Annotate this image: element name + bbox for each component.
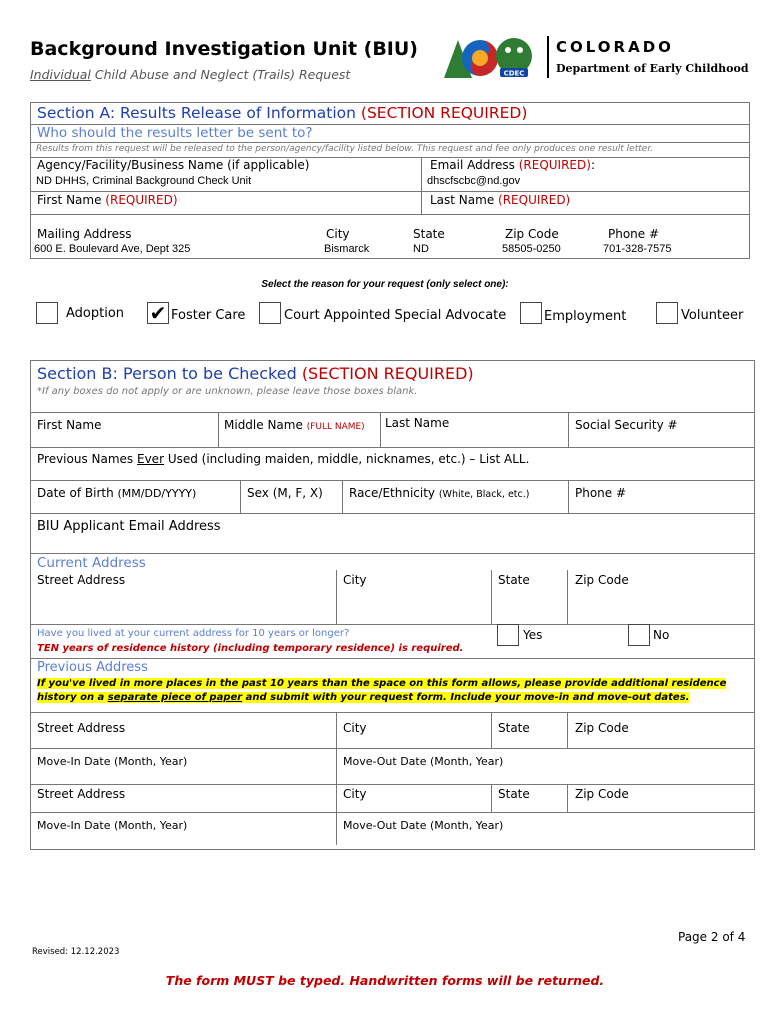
b-phone-label: Phone # [575, 486, 627, 500]
logo-colorado-text: COLORADO [556, 38, 674, 56]
colorado-logo-icon [440, 32, 548, 82]
form-title: Background Investigation Unit (BIU) [30, 38, 418, 60]
volunteer-label: Volunteer [681, 308, 744, 323]
adoption-checkbox[interactable] [36, 302, 58, 324]
prev2-street-label: Street Address [37, 787, 126, 801]
yes-checkbox[interactable] [497, 624, 519, 646]
prev1-move-in-label: Move-In Date (Month, Year) [37, 755, 188, 768]
prev1-move-out-label: Move-Out Date (Month, Year) [343, 755, 504, 768]
logo-divider [547, 36, 549, 78]
employment-label: Employment [544, 309, 627, 324]
prev1-state-label: State [498, 721, 530, 735]
b-last-name-label: Last Name [385, 416, 450, 430]
phone-value[interactable]: 701-328-7575 [603, 243, 672, 255]
casa-label: Court Appointed Special Advocate [284, 308, 507, 323]
mailing-label: Mailing Address [37, 227, 132, 241]
prev2-move-in-label: Move-In Date (Month, Year) [37, 819, 188, 832]
phone-label: Phone # [608, 227, 660, 241]
logo-badge-text: CDEC [503, 69, 525, 78]
sex-label: Sex (M, F, X) [247, 486, 323, 500]
logo-dept-text: Department of Early Childhood [556, 62, 749, 75]
last-name-label: Last Name (REQUIRED) [430, 193, 571, 207]
ten-years-required: TEN years of residence history (including temporary residence) is required. [37, 643, 464, 654]
cur-state-label: State [498, 573, 530, 587]
ten-years-question: Have you lived at your current address for 10 years or longer? [37, 628, 350, 639]
page-number: Page 2 of 4 [678, 930, 746, 944]
prev2-city-label: City [343, 787, 367, 801]
section-a-question: Who should the results letter be sent to? [37, 125, 313, 141]
agency-value[interactable]: ND DHHS, Criminal Background Check Unit [36, 175, 252, 187]
prev2-state-label: State [498, 787, 530, 801]
b-first-name-label: First Name [37, 418, 102, 432]
city-label: City [326, 227, 350, 241]
zip-label: Zip Code [505, 227, 559, 241]
section-b-note: *If any boxes do not apply or are unknown, please leave those boxes blank. [37, 386, 418, 397]
employment-checkbox[interactable] [520, 302, 542, 324]
b-ssn-label: Social Security # [575, 418, 678, 432]
applicant-email-label: BIU Applicant Email Address [37, 519, 221, 534]
reason-prompt: Select the reason for your request (only select one): [261, 279, 509, 290]
cur-zip-label: Zip Code [575, 573, 629, 587]
email-label: Email Address (REQUIRED): [430, 158, 595, 172]
prev1-street-label: Street Address [37, 721, 126, 735]
email-value[interactable]: dhscfscbc@nd.gov [427, 175, 521, 187]
section-b-box [30, 360, 755, 850]
section-a-note: Results from this request will be released to the person/agency/facility listed below. This request and fee only produces one result letter. [36, 144, 654, 154]
prev2-move-out-label: Move-Out Date (Month, Year) [343, 819, 504, 832]
race-label: Race/Ethnicity (White, Black, etc.) [349, 486, 530, 500]
previous-address-heading: Previous Address [37, 660, 148, 675]
previous-address-note: If you've lived in more places in the past 10 years than the space on this form allows, please provide additional residence history on a separate piece of paper and submit with your request form. Include your move-in and move-out dates. [37, 678, 727, 703]
typed-warning: The form MUST be typed. Handwritten forms will be returned. [165, 973, 605, 988]
state-value[interactable]: ND [413, 243, 429, 255]
b-middle-name-label: Middle Name (FULL NAME) [224, 418, 365, 432]
foster-care-checkbox[interactable]: ✔ [147, 302, 169, 324]
prev1-zip-label: Zip Code [575, 721, 629, 735]
dob-label: Date of Birth (MM/DD/YYYY) [37, 486, 197, 500]
cur-city-label: City [343, 573, 367, 587]
zip-value[interactable]: 58505-0250 [502, 243, 561, 255]
prev2-zip-label: Zip Code [575, 787, 629, 801]
section-a-heading: Section A: Results Release of Information (SECTION REQUIRED) [37, 104, 528, 122]
no-checkbox[interactable] [628, 624, 650, 646]
prev1-city-label: City [343, 721, 367, 735]
no-label: No [653, 628, 670, 642]
section-b-heading: Section B: Person to be Checked (SECTION REQUIRED) [37, 364, 474, 383]
revised-date: Revised: 12.12.2023 [32, 947, 120, 957]
state-label: State [413, 227, 445, 241]
volunteer-checkbox[interactable] [656, 302, 678, 324]
adoption-label: Adoption [66, 306, 125, 321]
agency-label: Agency/Facility/Business Name (if applicable) [37, 158, 310, 172]
city-value[interactable]: Bismarck [324, 243, 370, 255]
previous-names-label: Previous Names Ever Used (including maiden, middle, nicknames, etc.) – List ALL. [37, 452, 530, 466]
first-name-label: First Name (REQUIRED) [37, 193, 178, 207]
casa-checkbox[interactable] [259, 302, 281, 324]
current-address-heading: Current Address [37, 555, 146, 571]
mailing-value[interactable]: 600 E. Boulevard Ave, Dept 325 [34, 243, 191, 255]
yes-label: Yes [523, 628, 543, 642]
foster-care-label: Foster Care [171, 308, 246, 323]
cur-street-label: Street Address [37, 573, 126, 587]
form-subtitle: Individual Child Abuse and Neglect (Trails) Request [30, 67, 351, 82]
